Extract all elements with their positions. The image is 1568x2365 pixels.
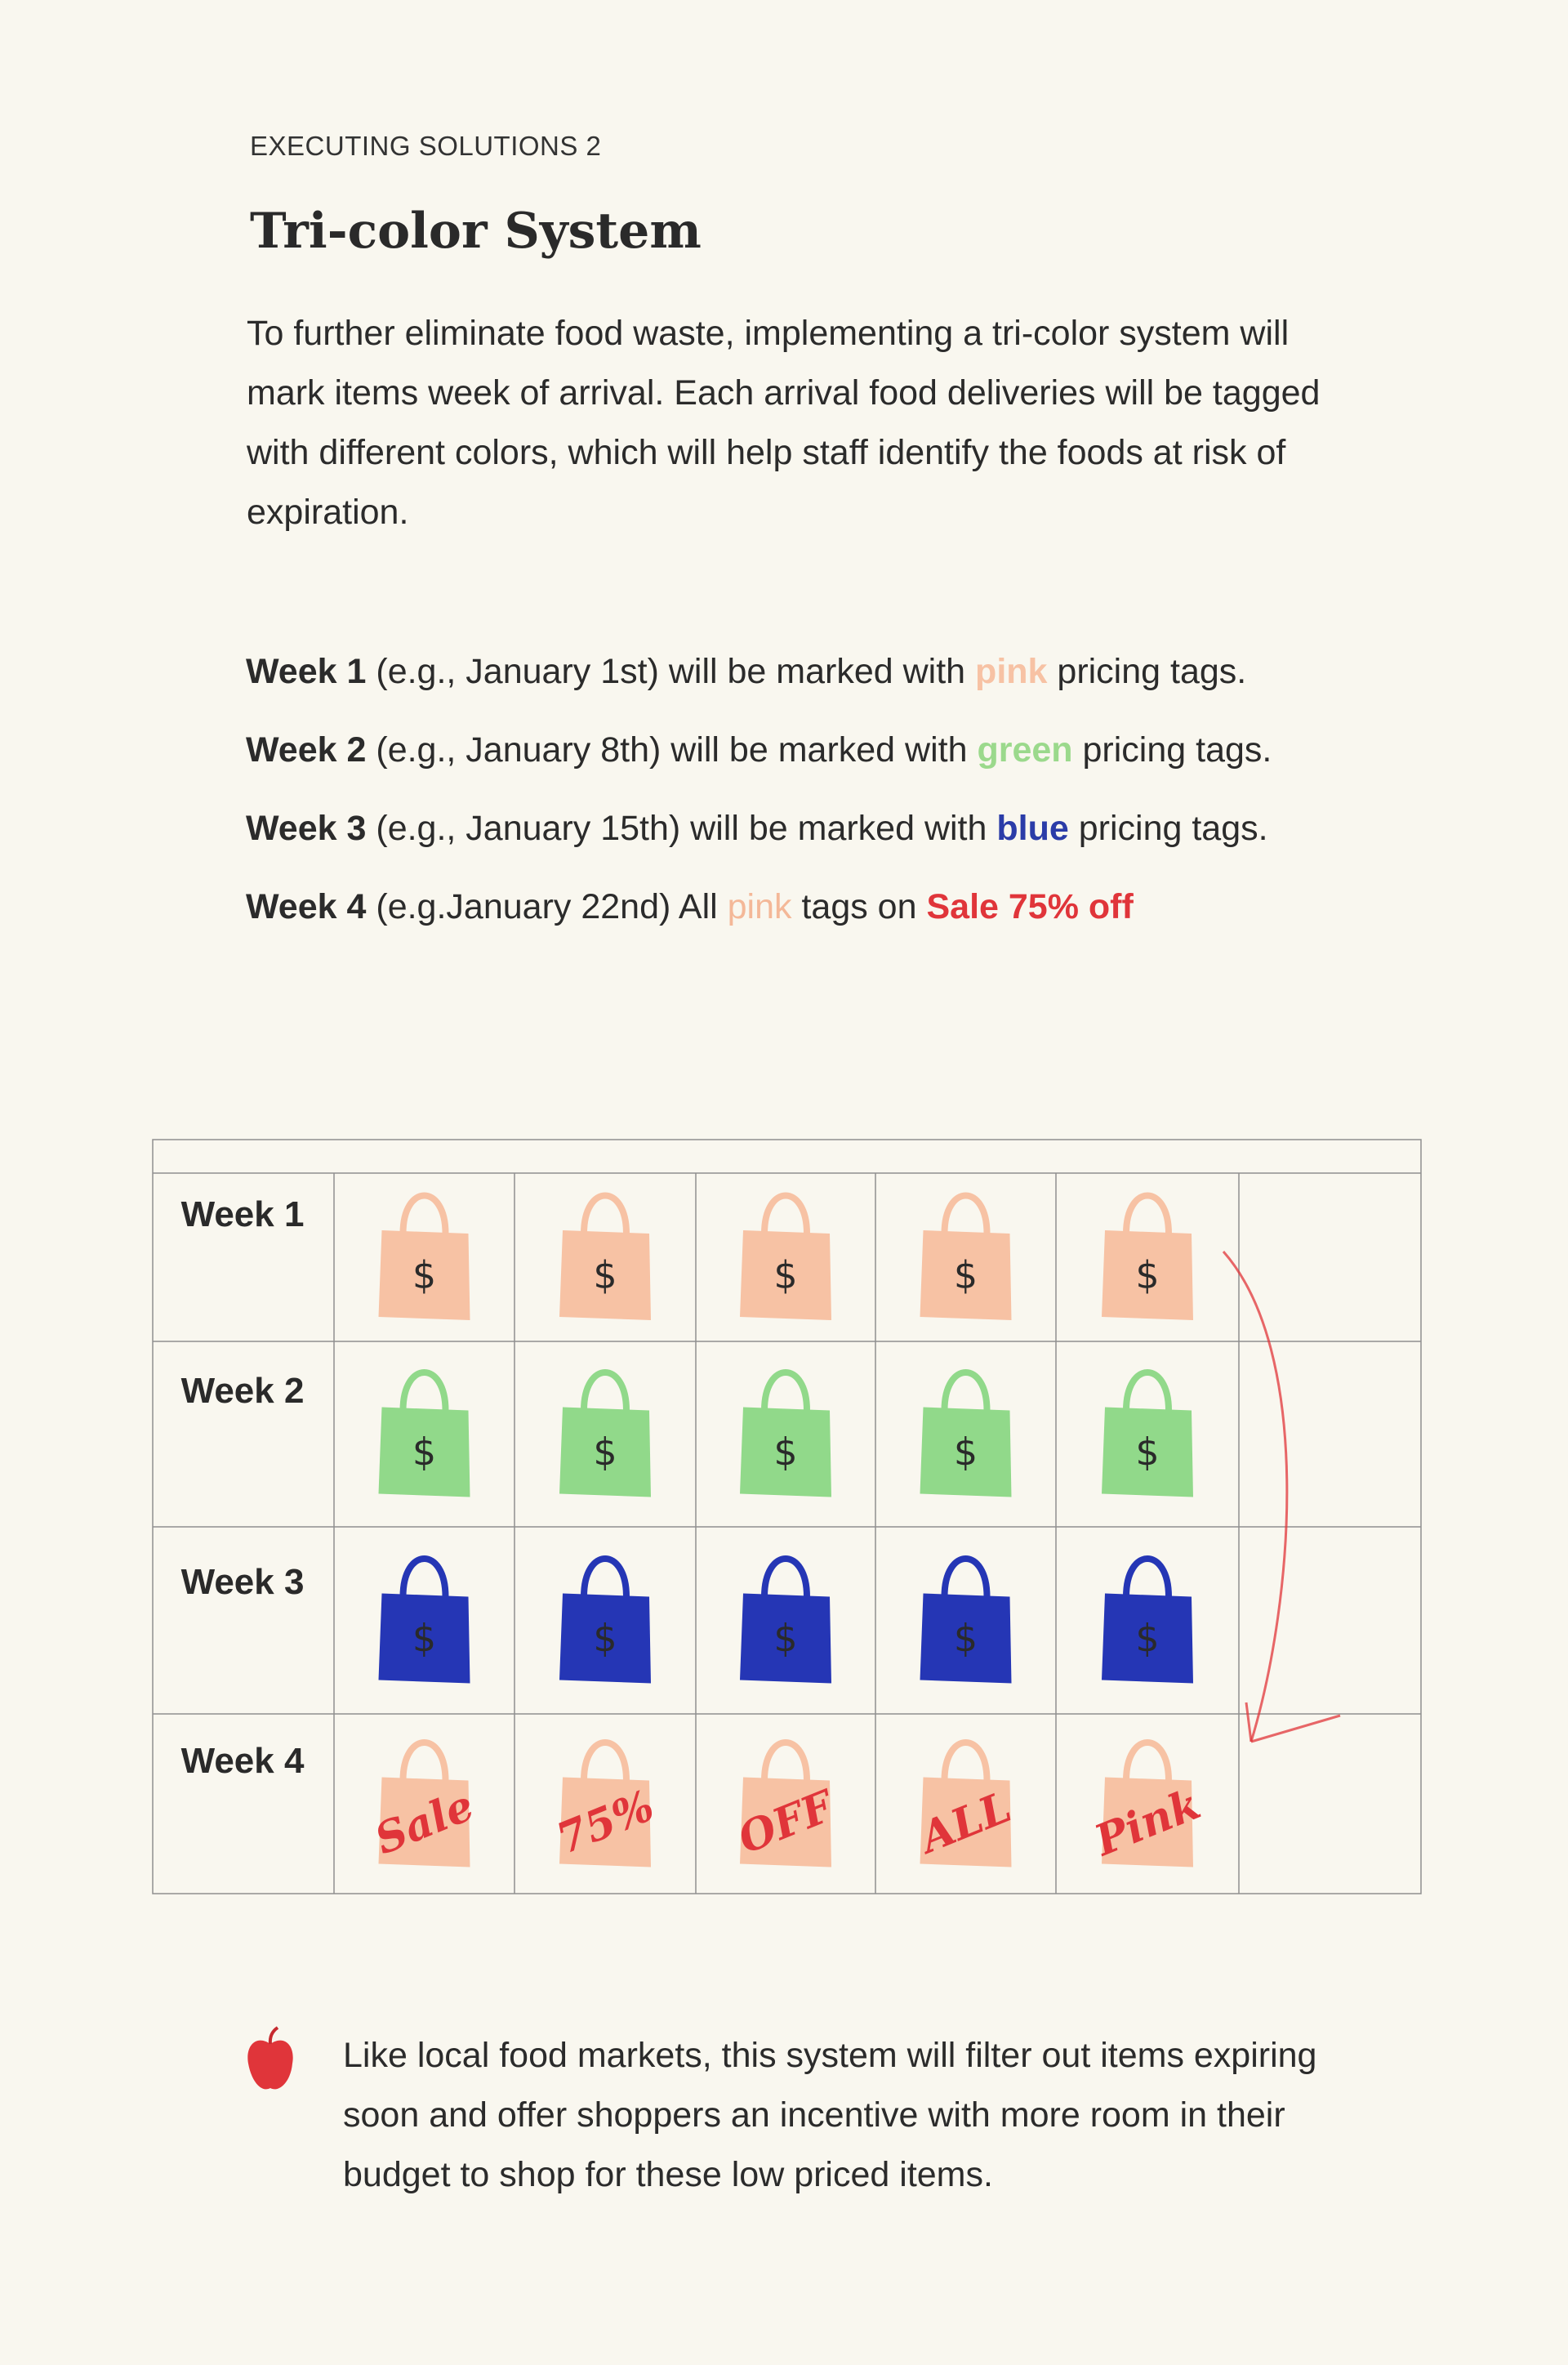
row-label: Week 1 bbox=[180, 1194, 305, 1234]
dollar-mark: $ bbox=[412, 1616, 437, 1661]
row-label: Week 2 bbox=[180, 1371, 305, 1411]
apple-icon bbox=[245, 2026, 296, 2095]
dollar-mark: $ bbox=[773, 1430, 798, 1475]
pink-bag-icon bbox=[1086, 1743, 1207, 1867]
week-label: Week 3 bbox=[246, 809, 367, 848]
green-bag-icon bbox=[379, 1372, 470, 1497]
week-text: tags on bbox=[791, 887, 927, 926]
week-line-4 bbox=[246, 877, 1272, 956]
dollar-mark: $ bbox=[953, 1430, 978, 1475]
dollar-mark: $ bbox=[412, 1253, 437, 1297]
intro-paragraph: To further eliminate food waste, implementing a tri-color system will mark items week of arrival. Each arrival food deliveries will be tagged with different colors, which will help staff identify the foods at risk of expiration. bbox=[247, 314, 1321, 532]
color-word-pink: pink bbox=[727, 887, 792, 926]
pink-bag-icon bbox=[740, 1196, 831, 1321]
green-bag-icon bbox=[559, 1372, 651, 1497]
week-line-3 bbox=[246, 799, 1272, 877]
color-word-pink: pink bbox=[975, 652, 1048, 691]
pink-bag-icon bbox=[550, 1743, 661, 1867]
footnote-text: Like local food markets, this system will filter out items expiring soon and offer shoppers an incentive with more room in their budget to shop for these low priced items. bbox=[343, 2036, 1317, 2194]
green-bag-icon bbox=[740, 1372, 831, 1497]
dollar-mark: $ bbox=[593, 1253, 617, 1297]
green-bag-icon bbox=[920, 1372, 1012, 1497]
pink-bag-icon bbox=[379, 1196, 470, 1321]
row-label: Week 4 bbox=[180, 1741, 305, 1781]
blue-bag-icon bbox=[379, 1559, 470, 1684]
sale-mark: OFF bbox=[731, 1781, 840, 1864]
pink-bag-icon bbox=[559, 1196, 651, 1321]
tag-schedule-table bbox=[152, 1139, 1423, 1895]
week-text: (e.g.January 22nd) All bbox=[366, 887, 728, 926]
dollar-mark: $ bbox=[953, 1616, 978, 1661]
dollar-mark: $ bbox=[773, 1253, 798, 1297]
dollar-mark: $ bbox=[773, 1616, 798, 1661]
week-text: (e.g., January 1st) will be marked with bbox=[366, 652, 976, 691]
dollar-mark: $ bbox=[1135, 1616, 1160, 1661]
week-text: (e.g., January 8th) will be marked with bbox=[366, 730, 978, 770]
table-grid bbox=[152, 1139, 1423, 1895]
page-title: Tri-color System bbox=[250, 203, 702, 260]
blue-bag-icon bbox=[1102, 1559, 1193, 1684]
sale-mark: 75% bbox=[550, 1780, 662, 1865]
dollar-mark: $ bbox=[1135, 1430, 1160, 1475]
sale-mark: ALL bbox=[913, 1782, 1018, 1863]
week-text: pricing tags. bbox=[1068, 809, 1268, 848]
week-text: pricing tags. bbox=[1072, 730, 1272, 770]
week-list bbox=[246, 642, 1272, 956]
week-line-1 bbox=[246, 642, 1272, 721]
color-word-green: green bbox=[977, 730, 1073, 770]
sale-text: Sale 75% off bbox=[926, 887, 1134, 926]
week-label: Week 2 bbox=[246, 730, 367, 770]
dollar-mark: $ bbox=[412, 1430, 437, 1475]
week-text: pricing tags. bbox=[1047, 652, 1247, 691]
pink-bag-icon bbox=[732, 1743, 843, 1867]
dollar-mark: $ bbox=[593, 1616, 617, 1661]
sale-mark: Pink bbox=[1088, 1778, 1208, 1867]
blue-bag-icon bbox=[559, 1559, 651, 1684]
green-bag-icon bbox=[1102, 1372, 1193, 1497]
pink-bag-icon bbox=[920, 1196, 1012, 1321]
blue-bag-icon bbox=[920, 1559, 1012, 1684]
color-word-blue: blue bbox=[996, 809, 1069, 848]
week-label: Week 1 bbox=[246, 652, 367, 691]
week-text: (e.g., January 15th) will be marked with bbox=[366, 809, 997, 848]
week-label: Week 4 bbox=[246, 887, 367, 926]
dollar-mark: $ bbox=[953, 1253, 978, 1297]
eyebrow: EXECUTING SOLUTIONS 2 bbox=[250, 131, 602, 161]
pink-bag-icon bbox=[1102, 1196, 1193, 1321]
blue-bag-icon bbox=[740, 1559, 831, 1684]
pink-bag-icon bbox=[910, 1743, 1018, 1867]
dollar-mark: $ bbox=[593, 1430, 617, 1475]
row-label: Week 3 bbox=[180, 1562, 305, 1602]
sale-mark: Sale bbox=[368, 1780, 481, 1865]
week-line-2 bbox=[246, 721, 1272, 799]
pink-bag-icon bbox=[368, 1743, 481, 1867]
dollar-mark: $ bbox=[1135, 1253, 1160, 1297]
